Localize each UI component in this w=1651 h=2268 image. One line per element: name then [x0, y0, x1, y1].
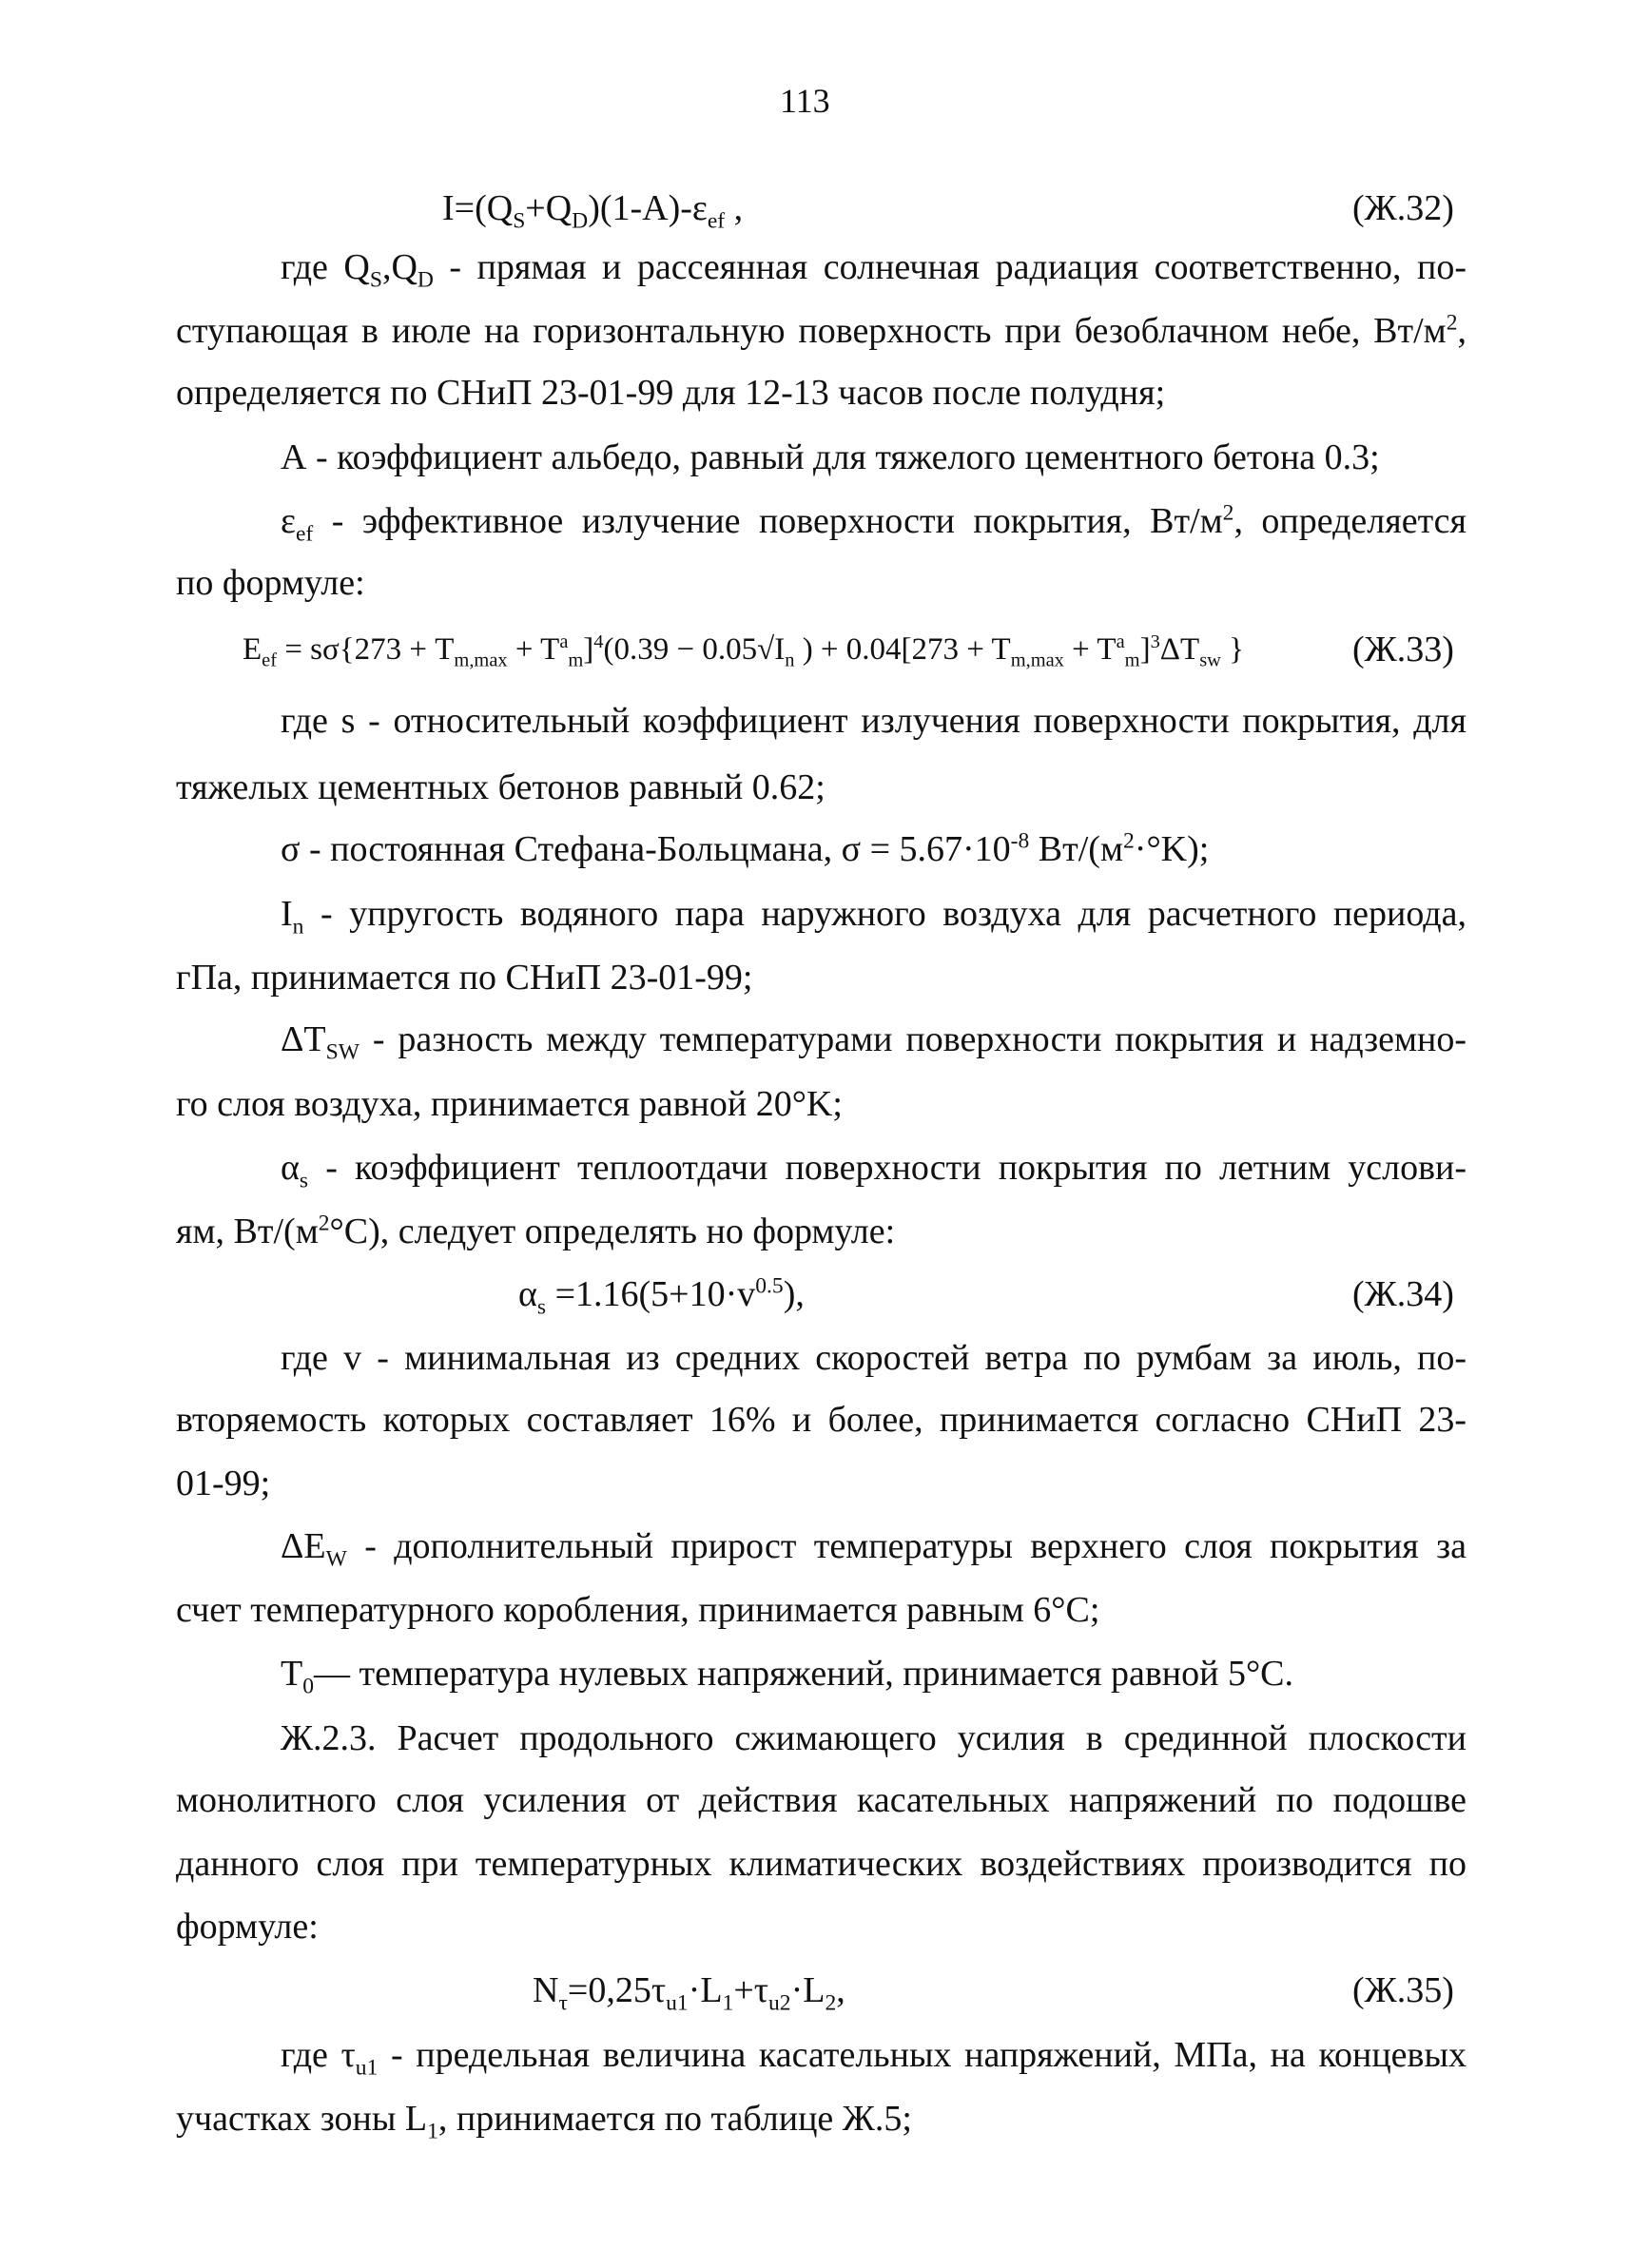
- paragraph-line: где s - относительный коэффициент излучения поверхности покрытия, для: [281, 701, 1466, 741]
- paragraph-line: формуле:: [176, 1907, 319, 1947]
- formula-32: $I=(Q_S+Q_D)(1-A)-\varepsilon_{ef}$ ,: [442, 188, 744, 234]
- paragraph-line: где $Q_S,Q_D$ - прямая и рассеянная солнечная радиация соответственно, по-: [281, 247, 1467, 293]
- paragraph-line: А - коэффициент альбедо, равный для тяжелого цементного бетона 0.3;: [281, 437, 1380, 477]
- paragraph-line: тяжелых цементных бетонов равный 0.62;: [176, 767, 826, 807]
- paragraph-line: 01-99;: [176, 1464, 271, 1503]
- formula-35: $N_\tau=0,25\tau_{u1}\cdot L_1+\tau_{u2}\cdot L_2$,: [533, 1970, 845, 2016]
- paragraph-line: определяется по СНиП 23-01-99 для 12-13 часов после полудня;: [176, 373, 1166, 413]
- paragraph-line: монолитного слоя усиления от действия касательных напряжений по подошве: [176, 1780, 1466, 1820]
- formula-number-34: (Ж.34): [1352, 1274, 1454, 1314]
- formula-number-33: (Ж.33): [1352, 630, 1454, 669]
- paragraph-line: участках зоны $L_1$, принимается по таблице Ж.5;: [176, 2099, 912, 2144]
- paragraph-line: $\Delta T_{SW}$ - разность между температурами поверхности покрытия и надземно-: [281, 1019, 1466, 1065]
- paragraph-line: $\alpha_s$ - коэффициент теплоотдачи поверхности покрытия по летним услови-: [281, 1148, 1466, 1193]
- paragraph-line: $T_0—$ температура нулевых напряжений, принимается равной 5°C.: [281, 1654, 1293, 1699]
- paragraph-line: Ж.2.3. Расчет продольного сжимающего усилия в срединной плоскости: [281, 1718, 1466, 1758]
- paragraph-line: $\varepsilon_{ef}$ - эффективное излучение поверхности покрытия, $Вт/м^2$, определяется: [281, 500, 1466, 547]
- formula-34: $\alpha_s =1.16(5+10\cdot v^{0.5})$,: [518, 1273, 805, 1320]
- paragraph-line: гПа, принимается по СНиП 23-01-99;: [176, 958, 753, 998]
- paragraph-line: счет температурного коробления, принимается равным 6°C;: [176, 1590, 1100, 1630]
- paragraph-line: $\Delta E_W$ - дополнительный прирост температуры верхнего слоя покрытия за: [281, 1526, 1466, 1572]
- formula-number-32: (Ж.32): [1352, 188, 1454, 228]
- paragraph-line: $I_n$ - упругость водяного пара наружного воздуха для расчетного периода,: [281, 894, 1466, 940]
- paragraph-line: σ - постоянная Стефана-Больцмана, $\sigma = 5.67\cdot 10^{-8}$ $Вт/(м^2\cdot^\circ K)$;: [281, 828, 1210, 869]
- formula-number-35: (Ж.35): [1352, 1970, 1454, 2010]
- paragraph-line: вторяемость которых составляет 16% и более, принимается согласно СНиП 23-: [176, 1400, 1466, 1440]
- formula-33: $E_{ef} = s\sigma\{273 + T_{m,max} + T^a_m]^4(0.39 - 0.05√I_n$ ) + $0.04[273 + T_{m,max} + T^a_m]^3\Delta T_{sw}$ }: [243, 631, 1244, 671]
- paragraph-line: где $\tau_{u1}$ - предельная величина касательных напряжений, МПа, на концевых: [281, 2035, 1466, 2081]
- paragraph-line: ступающая в июле на горизонтальную поверхность при безоблачном небе, $Вт/м^2$,: [176, 310, 1466, 351]
- paragraph-line: данного слоя при температурных климатических воздействиях производится по: [176, 1844, 1466, 1884]
- paragraph-line: ям, $Вт/(м^2^\circ C)$, следует определять но формуле:: [176, 1211, 896, 1251]
- paragraph-line: где v - минимальная из средних скоростей ветра по румбам за июль, по-: [281, 1338, 1466, 1378]
- page-number: 113: [780, 82, 830, 120]
- paragraph-line: го слоя воздуха, принимается равной 20°K;: [176, 1084, 843, 1124]
- paragraph-line: по формуле:: [176, 563, 365, 603]
